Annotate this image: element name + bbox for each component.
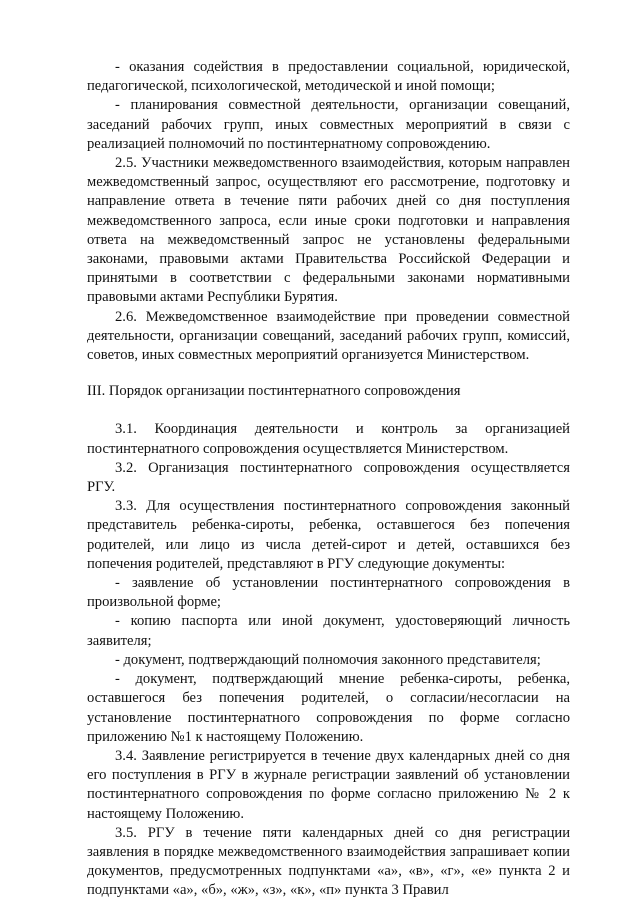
paragraph-3-3-bullet-consent: - документ, подтверждающий мнение ребенка-сироты, ребенка, оставшегося без попечения родителей, о согласии/несогласии на установление постинтернатного сопровождения по форме согласно приложению №1 к настоящему Положению.: [87, 671, 570, 745]
paragraph-3-5: 3.5. РГУ в течение пяти календарных дней со дня регистрации заявления в порядке межведомственного взаимодействия запрашивает копии документов, предусмотренных подпунктами «а», «в», «г», «е» пункта 2 и подпунктами «а», «б», «ж», «з», «к», «п» пункта 3 Правил: [87, 824, 570, 899]
paragraph-2-5: 2.5. Участники межведомственного взаимодействия, которым направлен межведомственный запрос, осуществляют его рассмотрение, подготовку и направление ответа в течение пяти рабочих дней со дня поступления межведомственного запроса, если иные сроки подготовки и направления ответа на межведомственный запрос не установлены федеральными законами, правовыми актами Правительства Российской Федерации и принятыми в соответствии с федеральными законами нормативными правовыми актами Республики Бурятия.: [87, 155, 570, 306]
paragraph-2-bullet-planning: - планирования совместной деятельности, организации совещаний, заседаний рабочих групп, иных совместных мероприятий в связи с реализацией полномочий по постинтернатному сопровождению.: [87, 97, 570, 152]
paragraph-3-4: 3.4. Заявление регистрируется в течение двух календарных дней со дня его поступления в РГУ в журнале регистрации заявлений об установлении постинтернатного сопровождения по форме согласно приложению № 2 к настоящему Положению.: [87, 747, 570, 822]
section-3-heading: III. Порядок организации постинтернатного сопровождения: [87, 383, 461, 400]
paragraph-3-3-bullet-application: - заявление об установлении постинтернатного сопровождения в произвольной форме;: [87, 575, 570, 611]
paragraph-3-2: 3.2. Организация постинтернатного сопровождения осуществляется РГУ.: [87, 459, 570, 496]
paragraph-2-bullet-assistance: - оказания содействия в предоставлении социальной, юридической, педагогической, психологической, методической и иной помощи;: [87, 59, 570, 95]
paragraph-2-6: 2.6. Межведомственное взаимодействие при проведении совместной деятельности, организации совещаний, заседаний рабочих групп, комиссий, советов, иных совместных мероприятий организуется Министерством.: [87, 308, 570, 364]
paragraph-3-1: 3.1. Координация деятельности и контроль за организацией постинтернатного сопровождения осуществляется Министерством.: [87, 421, 570, 457]
paragraph-3-3: 3.3. Для осуществления постинтернатного сопровождения законный представитель ребенка-сироты, ребенка, оставшегося без попечения родителей, или лицо из числа детей-сирот и детей, оставшихся без попечения родителей, представляют в РГУ следующие документы:: [87, 498, 570, 572]
paragraph-3-3-bullet-authority: - документ, подтверждающий полномочия законного представителя;: [115, 651, 541, 668]
paragraph-3-3-bullet-passport: - копию паспорта или иной документ, удостоверяющий личность заявителя;: [87, 613, 570, 649]
